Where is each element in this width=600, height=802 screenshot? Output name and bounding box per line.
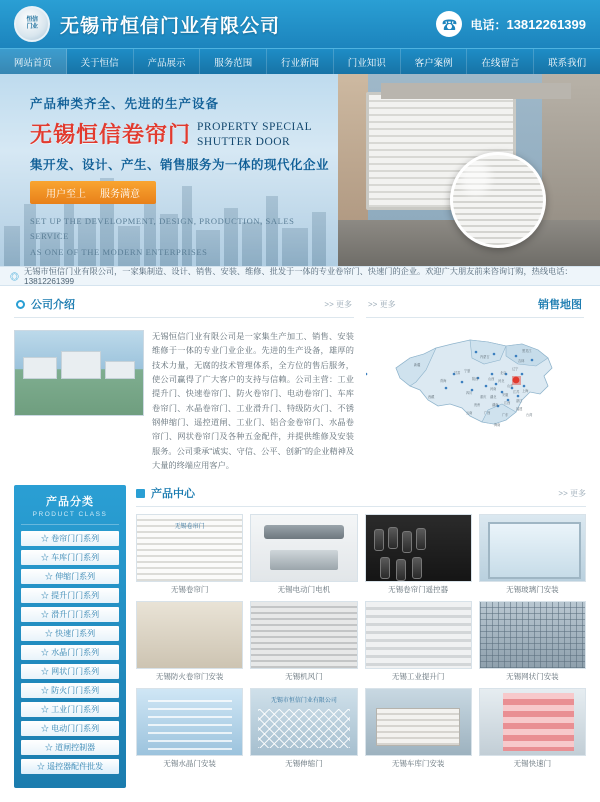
product-thumbnail bbox=[365, 688, 472, 756]
company-intro-column bbox=[14, 296, 354, 473]
map-label: 山西 bbox=[488, 377, 495, 381]
nav-item-contact[interactable]: 联系我们 bbox=[548, 57, 587, 69]
product-caption: 无锡伸缩门 bbox=[285, 759, 323, 769]
phone-text bbox=[470, 16, 586, 33]
map-section-title: 销售地图 bbox=[538, 299, 582, 311]
banner-title-cn: 无锡恒信卷帘门 bbox=[30, 122, 192, 147]
main-nav bbox=[0, 48, 600, 74]
product-card[interactable] bbox=[365, 514, 472, 594]
notice-text: 无锡市恒信门业有限公司，一家集制造、设计、销售、安装、维修、批发于一体的专业卷帘门、快速门的企业。欢迎广大朋友前来咨询订购，热线电话：13812261399 bbox=[24, 267, 573, 286]
nav-item-about[interactable]: 关于恒信 bbox=[67, 49, 134, 74]
map-label: 河南 bbox=[490, 387, 497, 391]
map-label: 黑龙江 bbox=[522, 349, 532, 353]
product-center-title: 产品中心 bbox=[151, 488, 195, 501]
product-thumbnail bbox=[365, 601, 472, 669]
map-label: 江苏 bbox=[513, 390, 520, 394]
map-label: 贵州 bbox=[474, 403, 481, 407]
product-card[interactable] bbox=[136, 688, 243, 768]
banner-text-block bbox=[30, 94, 330, 260]
product-caption: 无锡玻璃门安装 bbox=[506, 585, 559, 595]
nav-item-message[interactable]: 在线留言 bbox=[467, 49, 534, 74]
product-card[interactable] bbox=[479, 601, 586, 681]
circle-icon bbox=[16, 300, 25, 309]
product-thumbnail bbox=[136, 514, 243, 582]
product-thumbnail bbox=[250, 514, 357, 582]
map-label: 内蒙古 bbox=[480, 355, 490, 359]
products-section bbox=[0, 479, 600, 798]
remote-unit bbox=[374, 529, 384, 551]
product-card[interactable] bbox=[365, 601, 472, 681]
product-center-more-link[interactable]: >> 更多 bbox=[558, 488, 586, 498]
remote-unit bbox=[380, 557, 390, 579]
banner-en-sub2: AS ONE OF THE MODERN ENTERPRISES bbox=[30, 246, 208, 257]
divider bbox=[14, 317, 354, 318]
thumb-overlay-text: 无锡卷帘门 bbox=[174, 524, 205, 531]
company-intro-text: 无锡恒信门业有限公司是一家集生产加工、销售、安装维修于一体的专业门业企业。先进的生产设备，雄厚的技术力量，无腐的技术管理体系，全方位的售后服务，使公司赢得了广大客户的支持与信赖。公司主营：工业提升门、快速卷帘门、防火卷帘门、电动卷帘门、车库卷帘门、水晶卷帘门、工业滑升门、特级防火门、不锈钢伸缩门、遥控道闸、工业门、铝合金卷帘门、水晶卷帘门、网状卷帘门及各种五金配件，并提供维修及安装服务。公司秉承“诚实、守信、公平、创新”的企业精神及大量的终端应用客户。 bbox=[152, 332, 354, 471]
map-label: 新疆 bbox=[414, 363, 421, 367]
product-card[interactable] bbox=[365, 688, 472, 768]
badge-left-label: 用户至上 bbox=[46, 189, 86, 200]
product-card[interactable] bbox=[136, 601, 243, 681]
product-caption: 无锡网状门安装 bbox=[506, 672, 559, 682]
company-section-head bbox=[14, 296, 354, 317]
banner-line3: 集开发、设计、产生、销售服务为一体的现代化企业 bbox=[30, 158, 330, 172]
banner-product-photo bbox=[338, 74, 600, 266]
product-thumbnail bbox=[136, 601, 243, 669]
category-item-telescopic[interactable]: ☆ 伸缩门系列 bbox=[21, 569, 119, 584]
remote-unit bbox=[402, 531, 412, 553]
nav-item-service[interactable]: 服务范围 bbox=[200, 49, 267, 74]
banner-line1: 产品种类齐全、先进的生产设备 bbox=[30, 97, 220, 111]
product-caption: 无锡卷帘门 bbox=[170, 585, 209, 595]
map-section-head bbox=[366, 296, 584, 317]
product-caption: 无锡卷帘门遥控器 bbox=[388, 585, 449, 595]
banner-title-en-line1: PROPERTY SPECIAL bbox=[197, 121, 313, 134]
category-item-lifting-door[interactable]: ☆ 提升门门系列 bbox=[21, 588, 119, 603]
remote-unit bbox=[396, 559, 406, 581]
product-caption: 无锡工业提升门 bbox=[391, 672, 445, 682]
map-label: 浙江 bbox=[516, 399, 523, 403]
map-label: 上海 bbox=[522, 389, 529, 393]
category-item-crystal-door[interactable]: ☆ 水晶门门系列 bbox=[21, 645, 119, 660]
product-thumbnail bbox=[479, 514, 586, 582]
map-label: 广东 bbox=[502, 413, 509, 417]
notice-bar bbox=[0, 266, 600, 286]
map-label: 宁夏 bbox=[464, 369, 471, 373]
product-card[interactable] bbox=[250, 514, 357, 594]
map-label: 吉林 bbox=[518, 359, 525, 363]
building-block bbox=[23, 357, 57, 379]
factory-photo bbox=[14, 330, 144, 416]
nav-item-products[interactable]: 产品展示 bbox=[134, 49, 201, 74]
banner-en-sub1: SET UP THE DEVELOPMENT, DESIGN, PRODUCTION, SALES SERVICE bbox=[30, 216, 295, 242]
badge-right-label: 服务满意 bbox=[100, 189, 140, 200]
thumb-overlay-text: 无锡市恒信门业有限公司 bbox=[270, 698, 337, 705]
category-item-barrier-gate[interactable]: ☆ 道闸控制器 bbox=[21, 740, 119, 755]
logo-text-top: 恒信 bbox=[26, 17, 38, 24]
product-caption: 无锡水晶门安装 bbox=[163, 759, 216, 769]
product-card[interactable] bbox=[479, 514, 586, 594]
china-sales-map[interactable] bbox=[366, 326, 584, 434]
logo-text-bottom: 门业 bbox=[26, 24, 38, 30]
product-grid bbox=[136, 514, 586, 768]
product-center bbox=[136, 485, 586, 788]
product-thumbnail bbox=[479, 601, 586, 669]
map-label: 江西 bbox=[504, 401, 511, 405]
remote-unit bbox=[388, 527, 398, 549]
nav-item-knowledge[interactable]: 门业知识 bbox=[334, 49, 401, 74]
nav-item-news[interactable]: 行业新闻 bbox=[267, 49, 334, 74]
product-caption: 无锡防火卷帘门安装 bbox=[155, 672, 224, 682]
phone-number: 13812261399 bbox=[506, 16, 586, 32]
header-phone bbox=[436, 11, 586, 37]
category-item-rolling-door[interactable]: ☆ 卷帘门门系列 bbox=[21, 531, 119, 546]
company-intro-body bbox=[14, 326, 354, 473]
square-icon bbox=[136, 489, 145, 498]
category-item-fast-door[interactable]: ☆ 快速门系列 bbox=[21, 626, 119, 641]
phone-label: 电话： bbox=[470, 17, 507, 32]
banner-title-row bbox=[30, 118, 330, 149]
category-list bbox=[21, 531, 119, 774]
company-name: 无锡市恒信门业有限公司 bbox=[60, 15, 281, 37]
product-category-panel bbox=[14, 485, 126, 788]
map-label: 河北 bbox=[498, 379, 505, 383]
banner-title-en-line2: SHUTTER DOOR bbox=[197, 135, 291, 148]
location-icon: ◎ bbox=[10, 271, 20, 282]
map-label: 重庆 bbox=[480, 395, 487, 399]
remote-unit bbox=[412, 557, 422, 579]
garage-header-graphic bbox=[381, 83, 571, 99]
category-item-industrial-door[interactable]: ☆ 工业门门系列 bbox=[21, 702, 119, 717]
category-item-mesh-door[interactable]: ☆ 网状门门系列 bbox=[21, 664, 119, 679]
divider bbox=[366, 317, 584, 318]
product-thumbnail bbox=[250, 601, 357, 669]
category-title: 产品分类 bbox=[46, 496, 94, 509]
map-label: 西藏 bbox=[428, 395, 435, 399]
category-item-garage-door[interactable]: ☆ 车库门门系列 bbox=[21, 550, 119, 565]
product-thumbnail bbox=[479, 688, 586, 756]
map-more-link[interactable]: >> 更多 bbox=[368, 299, 396, 309]
sales-map-column bbox=[366, 296, 584, 473]
category-item-remote-parts[interactable]: ☆ 遥控器配件批发 bbox=[21, 759, 119, 774]
building-block bbox=[61, 351, 101, 379]
company-logo[interactable] bbox=[14, 6, 50, 42]
nav-item-home[interactable]: 网站首页 bbox=[0, 49, 67, 74]
map-label: 广西 bbox=[484, 411, 491, 415]
product-card[interactable] bbox=[250, 688, 357, 768]
map-label: 四川 bbox=[466, 391, 473, 395]
roller-detail-circle bbox=[450, 152, 546, 248]
remote-unit bbox=[416, 528, 426, 550]
company-more-link[interactable]: >> 更多 bbox=[324, 299, 352, 309]
company-section-title: 公司介绍 bbox=[31, 299, 75, 311]
nav-item-cases[interactable]: 客户案例 bbox=[401, 49, 468, 74]
category-subtitle: PRODUCT CLASS bbox=[21, 511, 119, 525]
product-thumbnail bbox=[250, 688, 357, 756]
product-caption: 无锡快速门 bbox=[513, 759, 552, 769]
category-item-sliding-door[interactable]: ☆ 滑升门门系列 bbox=[21, 607, 119, 622]
site-header bbox=[0, 0, 600, 48]
map-label: 辽宁 bbox=[512, 367, 519, 371]
hero-banner[interactable] bbox=[0, 74, 600, 266]
mid-section bbox=[0, 286, 600, 479]
map-label: 台湾 bbox=[526, 413, 533, 417]
map-label: 青海 bbox=[440, 379, 447, 383]
category-item-fire-door[interactable]: ☆ 防火门门系列 bbox=[21, 683, 119, 698]
category-item-electric-door[interactable]: ☆ 电动门门系列 bbox=[21, 721, 119, 736]
product-caption: 无锡电动门电机 bbox=[277, 585, 331, 595]
building-block bbox=[105, 361, 135, 379]
china-map-svg bbox=[366, 330, 584, 434]
product-center-head bbox=[136, 485, 586, 507]
map-label: 陕西 bbox=[472, 377, 479, 381]
map-label: 北京 bbox=[500, 371, 507, 375]
map-label: 湖北 bbox=[490, 395, 497, 399]
map-label: 湖南 bbox=[492, 403, 499, 407]
map-label: 安徽 bbox=[502, 393, 509, 397]
product-thumbnail bbox=[136, 688, 243, 756]
product-card[interactable] bbox=[250, 601, 357, 681]
map-label: 福建 bbox=[516, 407, 523, 411]
map-label: 甘肃 bbox=[454, 371, 461, 375]
map-label: 云南 bbox=[466, 411, 473, 415]
product-thumbnail bbox=[365, 514, 472, 582]
map-label: 山东 bbox=[507, 384, 514, 388]
product-caption: 无锡机风门 bbox=[285, 672, 323, 682]
product-caption: 无锡车库门安装 bbox=[391, 759, 445, 769]
product-card[interactable] bbox=[479, 688, 586, 768]
banner-badge bbox=[30, 181, 156, 204]
product-card[interactable] bbox=[136, 514, 243, 594]
map-label: 海南 bbox=[494, 423, 501, 427]
banner-title-en bbox=[197, 120, 312, 149]
telephone-icon: ☎ bbox=[436, 11, 462, 37]
